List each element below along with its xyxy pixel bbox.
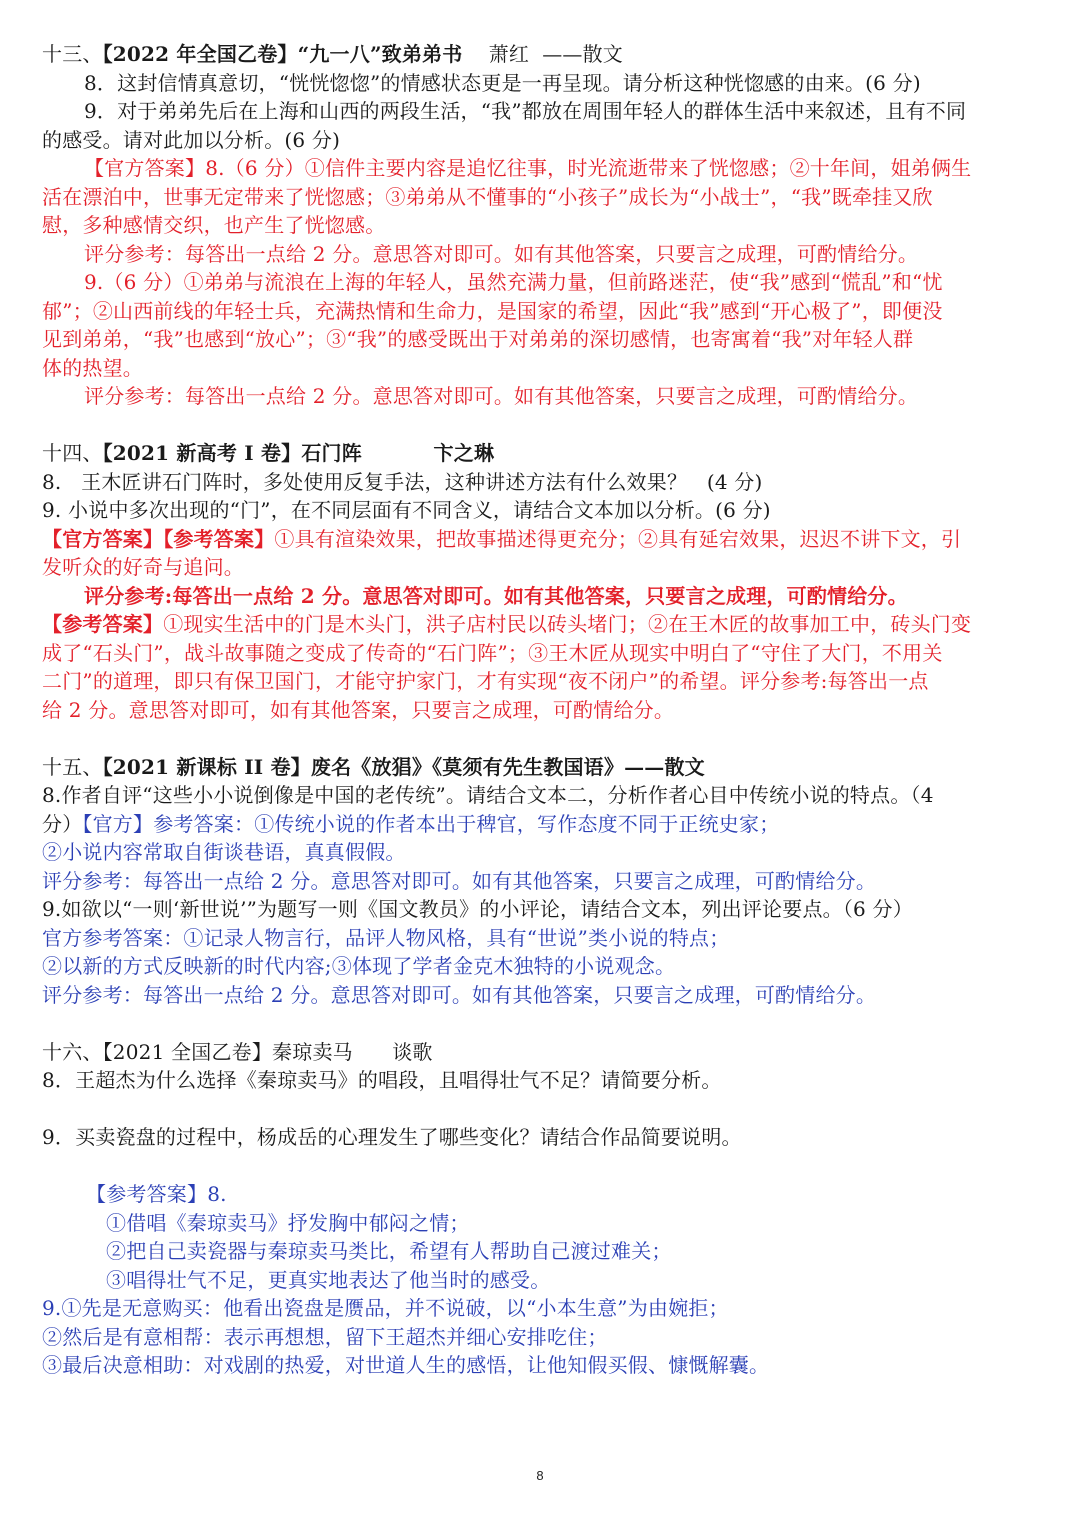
question-text: 分） xyxy=(42,811,83,836)
question-8: 8. 王木匠讲石门阵时，多处使用反复手法，这种讲述方法有什么效果？ (4 分) xyxy=(42,469,763,494)
answer-8-line xyxy=(42,525,1042,554)
question-9: 9.如欲以“一则‘新世说’”为题写一则《国文教员》的小评论，请结合文本，列出评论要点。（6 分） xyxy=(42,897,913,921)
question-9: 9. 小说中多次出现的“门”，在不同层面有不同含义，请结合文本加以分析。(6 分) xyxy=(42,498,771,522)
scoring-note: 评分参考：每答出一点给 2 分。意思答对即可。如有其他答案，只要言之成理，可酌情给分。 xyxy=(84,241,919,266)
question-9-line: 9．对于弟弟先后在上海和山西的两段生活，“我”都放在周围年轻人的群体生活中来叙述，且有不同 xyxy=(84,99,967,123)
answer-text: ①具有渲染效果，把故事描述得更充分；②具有延宕效果，迟迟不讲下文，引 xyxy=(274,526,962,551)
answer-9-line: 郁”；②山西前线的年轻士兵，充满热情和生命力，是国家的希望，因此“我”感到“开心极了”，即便没 xyxy=(42,298,943,323)
question-8: 8．这封信情真意切，“恍恍惚惚”的情感状态更是一再呈现。请分析这种恍惚感的由来。(6 分) xyxy=(84,70,921,95)
answer-tag: 【官方答案】【参考答案】 xyxy=(42,526,275,551)
spacer xyxy=(42,724,1042,753)
answer-8-item: ③唱得壮气不足，更真实地表达了他当时的感受。 xyxy=(106,1267,551,1292)
heading-title: 【2021 新课标 II 卷】废名《放猖》《莫须有先生教国语》——散文 xyxy=(102,754,705,779)
answer-8-line: ②小说内容常取自街谈巷语，真真假假。 xyxy=(42,840,406,864)
spacer xyxy=(42,1095,1042,1124)
document-page xyxy=(42,40,1042,1380)
spacer xyxy=(42,1009,1042,1038)
section-13-heading xyxy=(42,40,1042,69)
answer-9-line: 体的热望。 xyxy=(42,355,143,380)
answer-8-line: 活在漂泊中，世事无定带来了恍惚感；③弟弟从不懂事的“小孩子”成长为“小战士”，“我”既牵挂又欣 xyxy=(42,184,933,209)
spacer xyxy=(42,411,1042,440)
answer-9-line: 成了“石头门”，战斗故事随之变成了传奇的“石门阵”；③王木匠从现实中明白了“守住了大门，不用关 xyxy=(42,640,943,665)
heading-prefix: 十三、 xyxy=(42,42,103,66)
answer-heading: 【参考答案】8. xyxy=(86,1182,227,1206)
page-number: 8 xyxy=(536,1468,544,1483)
question-9-line: 的感受。请对此加以分析。(6 分) xyxy=(42,127,341,152)
answer-9-item: ②然后是有意相帮：表示再想想，留下王超杰并细心安排吃住； xyxy=(42,1324,608,1349)
section-14-heading xyxy=(42,439,1042,468)
answer-8-item: ①借唱《秦琼卖马》抒发胸中郁闷之情； xyxy=(106,1210,470,1235)
answer-9-line xyxy=(42,610,1042,639)
answer-9-line: 给 2 分。意思答对即可，如有其他答案，只要言之成理，可酌情给分。 xyxy=(42,697,675,722)
answer-9-line: 官方参考答案：①记录人物言行，品评人物风格，具有“世说”类小说的特点； xyxy=(42,925,730,950)
section-16-heading: 十六、【2021 全国乙卷】秦琼卖马 谈歌 xyxy=(42,1039,433,1064)
question-8-line xyxy=(42,810,1042,839)
answer-9-item: 9.①先是无意购买：他看出瓷盘是赝品，并不说破，以“小本生意”为由婉拒； xyxy=(42,1296,729,1320)
answer-9-line: 二门”的道理，即只有保卫国门，才能守护家门，才有实现“夜不闭户”的希望。评分参考:每答出一点 xyxy=(42,669,929,693)
answer-8-line: 发听众的好奇与追问。 xyxy=(42,555,244,579)
answer-8-item: ②把自己卖瓷器与秦琼卖马类比，希望有人帮助自己渡过难关； xyxy=(106,1239,672,1263)
scoring-note: 评分参考：每答出一点给 2 分。意思答对即可。如有其他答案，只要言之成理，可酌情给分。 xyxy=(42,982,877,1007)
question-8-line: 8.作者自评“这些小小说倒像是中国的老传统”。请结合文本二，分析作者心目中传统小说的特点。（4 xyxy=(42,783,934,807)
heading-title: 【2021 新高考 I 卷】石门阵 卞之琳 xyxy=(102,441,495,465)
answer-tag: 【参考答案】 xyxy=(42,612,164,636)
answer-8-line: 慰，多种感情交织，也产生了恍惚感。 xyxy=(42,213,386,237)
answer-9-line: 见到弟弟，“我”也感到“放心”；③“我”的感受既出于对弟弟的深切感情，也寄寓着“我”对年轻人群 xyxy=(42,327,914,351)
answer-9-item: ③最后决意相助：对戏剧的热爱，对世道人生的感悟，让他知假买假、慷慨解囊。 xyxy=(42,1353,770,1377)
scoring-note: 评分参考:每答出一点给 2 分。意思答对即可。如有其他答案，只要言之成理，可酌情给分。 xyxy=(84,583,908,608)
answer-9-line: 9.（6 分）①弟弟与流浪在上海的年轻人，虽然充满力量，但前路迷茫，使“我”感到“慌乱”和“忧 xyxy=(84,270,943,294)
heading-title: 【2022 年全国乙卷】“九一八”致弟弟书 xyxy=(102,42,463,66)
heading-prefix: 十五、 xyxy=(42,754,103,779)
section-15-heading xyxy=(42,753,1042,782)
scoring-note: 评分参考：每答出一点给 2 分。意思答对即可。如有其他答案，只要言之成理，可酌情给分。 xyxy=(42,868,877,893)
answer-text: 【官方】参考答案：①传统小说的作者本出于稗官，写作态度不同于正统史家； xyxy=(82,811,780,836)
heading-author: 萧红 ——散文 xyxy=(462,42,623,66)
answer-8-line: 【官方答案】8.（6 分）①信件主要内容是追忆往事，时光流逝带来了恍惚感；②十年间，姐弟俩生 xyxy=(84,156,972,180)
heading-prefix: 十四、 xyxy=(42,441,103,465)
scoring-note: 评分参考：每答出一点给 2 分。意思答对即可。如有其他答案，只要言之成理，可酌情给分。 xyxy=(84,384,919,408)
answer-9-line: ②以新的方式反映新的时代内容;③体现了学者金克木独特的小说观念。 xyxy=(42,954,676,978)
answer-text: ①现实生活中的门是木头门，洪子店村民以砖头堵门；②在王木匠的故事加工中，砖头门变 xyxy=(163,612,972,636)
question-9: 9．买卖瓷盘的过程中，杨成岳的心理发生了哪些变化？请结合作品简要说明。 xyxy=(42,1125,742,1149)
spacer xyxy=(42,1152,1042,1181)
question-8: 8．王超杰为什么选择《秦琼卖马》的唱段，且唱得壮气不足？请简要分析。 xyxy=(42,1068,722,1092)
